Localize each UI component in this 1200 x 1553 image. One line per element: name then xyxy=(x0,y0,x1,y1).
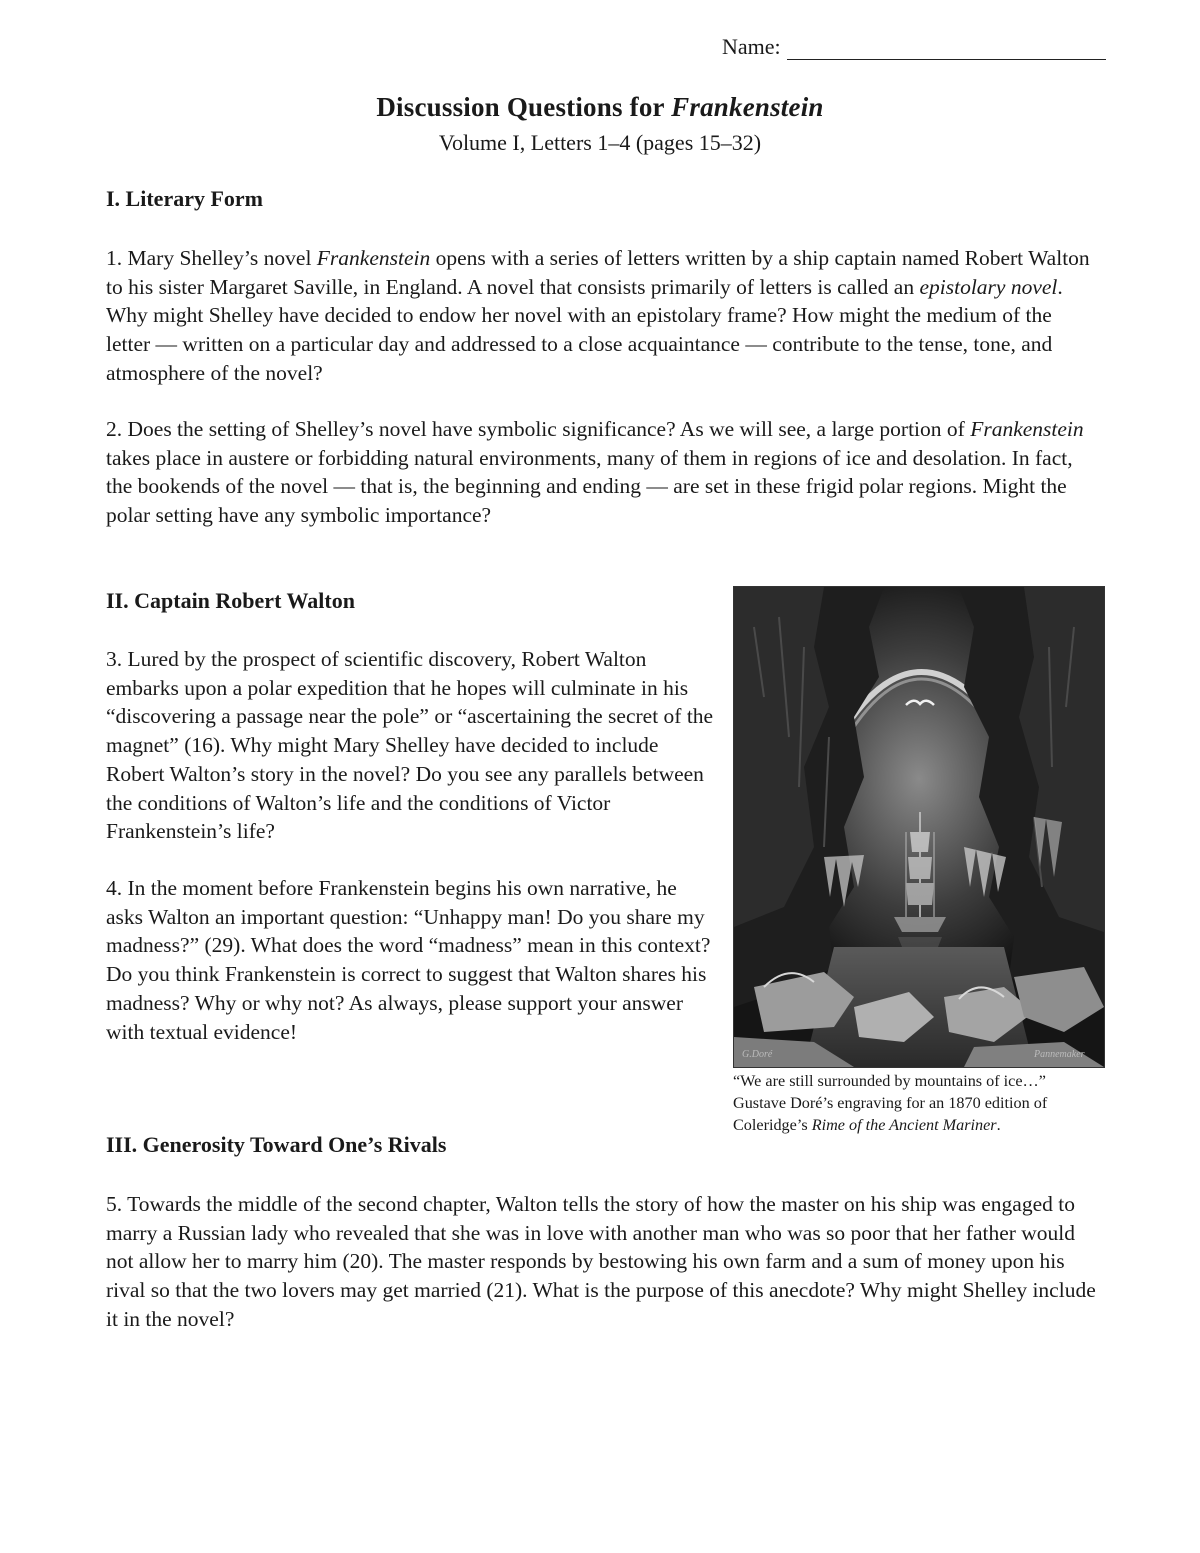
question-3: 3. Lured by the prospect of scientific discovery, Robert Walton embarks upon a polar expedition that he hopes will culminate in his “discovering a passage near the pole” or “ascertaining the secret of the magnet” (16). Why might Mary Shelley have decided to include Robert Walton’s story in the novel? Do you see any parallels between the conditions of Walton’s life and the conditions of Victor Frankenstein’s life? xyxy=(106,647,714,844)
engraving-signature-right: Pannemaker xyxy=(1034,1049,1085,1060)
caption-credit: Gustave Doré’s engraving for an 1870 edition of xyxy=(733,1094,1048,1112)
figure-caption xyxy=(733,1070,1113,1136)
section-heading-captain-walton: II. Captain Robert Walton xyxy=(106,588,355,613)
question-5: 5. Towards the middle of the second chapter, Walton tells the story of how the master on his ship was engaged to marry a Russian lady who revealed that she was in love with another man who was so poor that her father would not allow her to marry him (20). The master responds by bestowing his own farm and a sum of money upon his rival so that the two lovers may get married (21). What is the purpose of this anecdote? Why might Shelley include it in the novel? xyxy=(106,1192,1096,1331)
question-1: 1. Mary Shelley’s novel Frankenstein opens with a series of letters written by a ship captain named Robert Walton to his sister Margaret Saville, in England. A novel that consists primarily of letters is called an epistolary novel. Why might Shelley have decided to endow her novel with an epistolary frame? How might the medium of the letter — written on a particular day and addressed to a close acquaintance — contribute to the tense, tone, and atmosphere of the novel? xyxy=(106,246,1090,385)
ice-mountains-engraving-illustration xyxy=(734,587,1104,1067)
section-heading-literary-form: I. Literary Form xyxy=(106,186,263,211)
engraving-image xyxy=(733,586,1105,1068)
engraving-signature-left: G.Doré xyxy=(742,1049,773,1060)
caption-quote: “We are still surrounded by mountains of ice…” xyxy=(733,1072,1046,1090)
question-2: 2. Does the setting of Shelley’s novel have symbolic significance? As we will see, a large portion of Frankenstein takes place in austere or forbidding natural environments, many of them in regions of ice and desolation. In fact, the bookends of the novel — that is, the beginning and ending — are set in these frigid polar regions. Might the polar setting have any symbolic importance? xyxy=(106,417,1084,528)
page-subtitle: Volume I, Letters 1–4 (pages 15–32) xyxy=(438,130,762,155)
name-blank-line[interactable] xyxy=(787,35,1106,60)
section-heading-generosity: III. Generosity Toward One’s Rivals xyxy=(106,1132,447,1157)
caption-source: Coleridge’s Rime of the Ancient Mariner. xyxy=(733,1116,1001,1134)
name-label: Name: xyxy=(722,34,781,59)
question-4: 4. In the moment before Frankenstein begins his own narrative, he asks Walton an important question: “Unhappy man! Do you share my madness?” (29). What does the word “madness” mean in this context? Do you think Frankenstein is correct to suggest that Walton shares his madness? Why or why not? As always, please support your answer with textual evidence! xyxy=(106,876,711,1044)
name-field[interactable] xyxy=(722,34,1106,60)
page-title: Discussion Questions for Frankenstein xyxy=(376,92,824,122)
title-book-name: Frankenstein xyxy=(671,92,824,122)
